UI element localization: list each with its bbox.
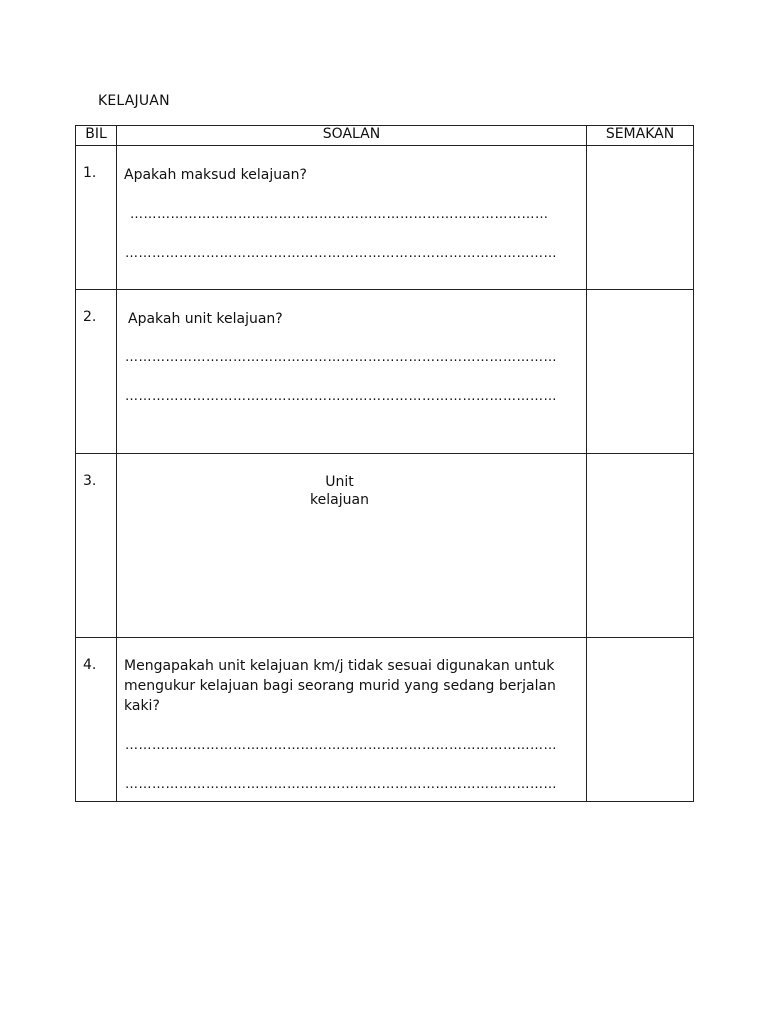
header-bil-label: BIL (85, 126, 107, 142)
soalan-cell (117, 638, 587, 802)
table-header-row (76, 126, 694, 146)
bil-cell (76, 146, 117, 290)
bil-cell (76, 454, 117, 638)
question-table (75, 125, 694, 802)
question-text: Apakah maksud kelajuan? (124, 167, 307, 183)
question-number: 1. (83, 165, 97, 181)
header-bil (76, 126, 117, 146)
question-number: 4. (83, 657, 97, 673)
header-soalan-label: SOALAN (322, 126, 381, 142)
table-row (76, 290, 694, 454)
semakan-cell[interactable] (587, 638, 694, 802)
worksheet-title: KELAJUAN (98, 93, 170, 109)
answer-line[interactable]: …………………………………………………………………………………… (125, 351, 557, 365)
question-number: 2. (83, 309, 97, 325)
answer-line[interactable]: …………………………………………………………………………………… (125, 739, 557, 753)
soalan-cell (117, 290, 587, 454)
soalan-cell (117, 454, 587, 638)
table-row (76, 454, 694, 638)
soalan-cell (117, 146, 587, 290)
question-number: 3. (83, 473, 97, 489)
unit-label-line1: Unit (325, 474, 354, 490)
answer-line[interactable]: …………………………………………………………………………………… (125, 247, 557, 261)
semakan-cell[interactable] (587, 454, 694, 638)
question-text: Mengapakah unit kelajuan km/j tidak sesuai digunakan untuk mengukur kelajuan bagi seorang murid yang sedang berjalan kaki? (124, 658, 556, 714)
header-semakan-label: SEMAKAN (605, 126, 675, 142)
unit-label-line2: kelajuan (310, 492, 369, 508)
table-row (76, 638, 694, 802)
table-row (76, 146, 694, 290)
answer-line[interactable]: …………………………………………………………………………………… (125, 778, 557, 792)
semakan-cell[interactable] (587, 146, 694, 290)
unit-kelajuan-label (117, 473, 562, 509)
answer-line[interactable]: ………………………………………………………………………………… (130, 208, 549, 222)
header-semakan (587, 126, 694, 146)
bil-cell (76, 290, 117, 454)
semakan-cell[interactable] (587, 290, 694, 454)
question-text: Apakah unit kelajuan? (128, 311, 283, 327)
bil-cell (76, 638, 117, 802)
header-soalan (117, 126, 587, 146)
answer-line[interactable]: …………………………………………………………………………………… (125, 390, 557, 404)
